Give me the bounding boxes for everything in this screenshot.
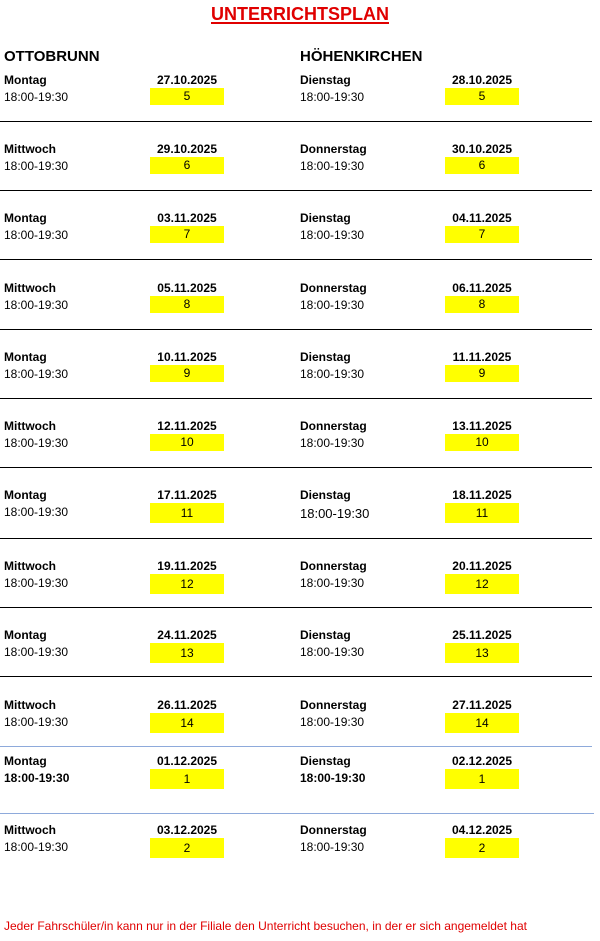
- left-time: 18:00-19:30: [4, 715, 69, 729]
- row-divider: [0, 746, 592, 747]
- right-date: 27.11.2025: [452, 698, 512, 712]
- left-lesson-number: 13: [150, 643, 224, 663]
- schedule-row: [0, 753, 600, 819]
- row-divider: [0, 329, 592, 330]
- right-date: 11.11.2025: [452, 350, 512, 364]
- right-weekday: Dienstag: [300, 211, 351, 225]
- left-time: 18:00-19:30: [4, 505, 69, 519]
- left-date: 10.11.2025: [157, 350, 217, 364]
- schedule-row: [0, 487, 600, 553]
- location-heading-ottobrunn: OTTOBRUNN: [4, 48, 100, 65]
- right-date: 30.10.2025: [451, 142, 513, 156]
- right-weekday: Dienstag: [300, 350, 351, 364]
- right-date: 04.11.2025: [452, 211, 512, 225]
- left-date: 03.12.2025: [156, 823, 218, 837]
- right-weekday: Donnerstag: [300, 419, 367, 433]
- left-time: 18:00-19:30: [4, 159, 69, 173]
- right-date: 18.11.2025: [452, 488, 512, 502]
- left-weekday: Mittwoch: [4, 698, 56, 712]
- left-lesson-number: 5: [150, 88, 224, 105]
- right-date: 28.10.2025: [451, 73, 513, 87]
- left-date: 19.11.2025: [157, 559, 217, 573]
- right-time: 18:00-19:30: [300, 90, 365, 104]
- left-lesson-number: 6: [150, 157, 224, 174]
- right-date: 20.11.2025: [452, 559, 512, 573]
- footer-note: Jeder Fahrschüler/in kann nur in der Filiale den Unterricht besuchen, in der er sich angemeldet hat: [4, 919, 527, 933]
- row-divider: [0, 467, 592, 468]
- right-time: 18:00-19:30: [300, 576, 365, 590]
- left-time: 18:00-19:30: [4, 645, 69, 659]
- left-weekday: Mittwoch: [4, 823, 56, 837]
- left-date: 26.11.2025: [157, 698, 217, 712]
- schedule-row: [0, 280, 600, 346]
- left-date: 12.11.2025: [157, 419, 217, 433]
- schedule-row: [0, 210, 600, 276]
- right-weekday: Donnerstag: [300, 142, 367, 156]
- row-divider: [0, 676, 592, 677]
- row-divider: [0, 607, 592, 608]
- right-time: 18:00-19:30: [300, 645, 365, 659]
- schedule-row: [0, 822, 600, 888]
- right-lesson-number: 8: [445, 296, 519, 313]
- right-time: 18:00-19:30: [300, 771, 366, 785]
- right-time: 18:00-19:30: [300, 159, 365, 173]
- left-weekday: Montag: [4, 211, 47, 225]
- left-weekday: Mittwoch: [4, 559, 56, 573]
- left-weekday: Mittwoch: [4, 281, 56, 295]
- row-divider: [0, 259, 592, 260]
- right-weekday: Donnerstag: [300, 559, 367, 573]
- right-lesson-number: 6: [445, 157, 519, 174]
- left-lesson-number: 11: [150, 503, 224, 523]
- left-time: 18:00-19:30: [4, 298, 69, 312]
- row-divider: [0, 121, 592, 122]
- left-date: 27.10.2025: [156, 73, 218, 87]
- left-date: 29.10.2025: [156, 142, 218, 156]
- row-divider: [0, 190, 592, 191]
- left-weekday: Montag: [4, 754, 47, 768]
- right-weekday: Dienstag: [300, 73, 351, 87]
- left-date: 17.11.2025: [157, 488, 217, 502]
- right-time: 18:00-19:30: [300, 436, 365, 450]
- left-date: 24.11.2025: [157, 628, 217, 642]
- right-weekday: Dienstag: [300, 488, 351, 502]
- schedule-row: [0, 349, 600, 415]
- right-lesson-number: 12: [445, 574, 519, 594]
- left-time: 18:00-19:30: [4, 367, 69, 381]
- right-lesson-number: 2: [445, 838, 519, 858]
- right-weekday: Donnerstag: [300, 281, 367, 295]
- left-time: 18:00-19:30: [4, 228, 69, 242]
- schedule-row: [0, 418, 600, 484]
- schedule-row: [0, 141, 600, 207]
- page-title: UNTERRICHTSPLAN: [211, 4, 389, 24]
- left-lesson-number: 8: [150, 296, 224, 313]
- right-lesson-number: 10: [445, 434, 519, 451]
- right-lesson-number: 13: [445, 643, 519, 663]
- left-weekday: Montag: [4, 628, 47, 642]
- right-time: 18:00-19:30: [300, 506, 370, 521]
- left-lesson-number: 10: [150, 434, 224, 451]
- right-time: 18:00-19:30: [300, 298, 365, 312]
- schedule-row: [0, 558, 600, 624]
- left-lesson-number: 9: [150, 365, 224, 382]
- left-weekday: Mittwoch: [4, 142, 56, 156]
- left-weekday: Montag: [4, 73, 47, 87]
- left-weekday: Mittwoch: [4, 419, 56, 433]
- right-time: 18:00-19:30: [300, 840, 365, 854]
- row-divider: [0, 813, 594, 814]
- row-divider: [0, 538, 592, 539]
- right-date: 06.11.2025: [452, 281, 512, 295]
- right-lesson-number: 5: [445, 88, 519, 105]
- right-lesson-number: 1: [445, 769, 519, 789]
- right-time: 18:00-19:30: [300, 228, 365, 242]
- left-time: 18:00-19:30: [4, 90, 69, 104]
- location-heading-hoehenkirchen: HÖHENKIRCHEN: [300, 48, 423, 65]
- row-divider: [0, 398, 592, 399]
- right-lesson-number: 9: [445, 365, 519, 382]
- right-weekday: Donnerstag: [300, 823, 367, 837]
- right-date: 13.11.2025: [452, 419, 512, 433]
- right-weekday: Dienstag: [300, 754, 351, 768]
- left-date: 03.11.2025: [157, 211, 217, 225]
- left-weekday: Montag: [4, 488, 47, 502]
- right-time: 18:00-19:30: [300, 715, 365, 729]
- right-weekday: Dienstag: [300, 628, 351, 642]
- right-date: 02.12.2025: [451, 754, 513, 768]
- left-time: 18:00-19:30: [4, 576, 69, 590]
- right-time: 18:00-19:30: [300, 367, 365, 381]
- left-lesson-number: 12: [150, 574, 224, 594]
- right-lesson-number: 7: [445, 226, 519, 243]
- left-date: 01.12.2025: [156, 754, 218, 768]
- schedule-row: [0, 627, 600, 693]
- right-date: 25.11.2025: [452, 628, 512, 642]
- schedule-row: [0, 72, 600, 138]
- left-date: 05.11.2025: [157, 281, 217, 295]
- left-lesson-number: 7: [150, 226, 224, 243]
- right-weekday: Donnerstag: [300, 698, 367, 712]
- left-time: 18:00-19:30: [4, 436, 69, 450]
- left-time: 18:00-19:30: [4, 771, 70, 785]
- right-date: 04.12.2025: [451, 823, 513, 837]
- left-lesson-number: 1: [150, 769, 224, 789]
- left-lesson-number: 2: [150, 838, 224, 858]
- left-lesson-number: 14: [150, 713, 224, 733]
- right-lesson-number: 14: [445, 713, 519, 733]
- left-weekday: Montag: [4, 350, 47, 364]
- right-lesson-number: 11: [445, 503, 519, 523]
- left-time: 18:00-19:30: [4, 840, 69, 854]
